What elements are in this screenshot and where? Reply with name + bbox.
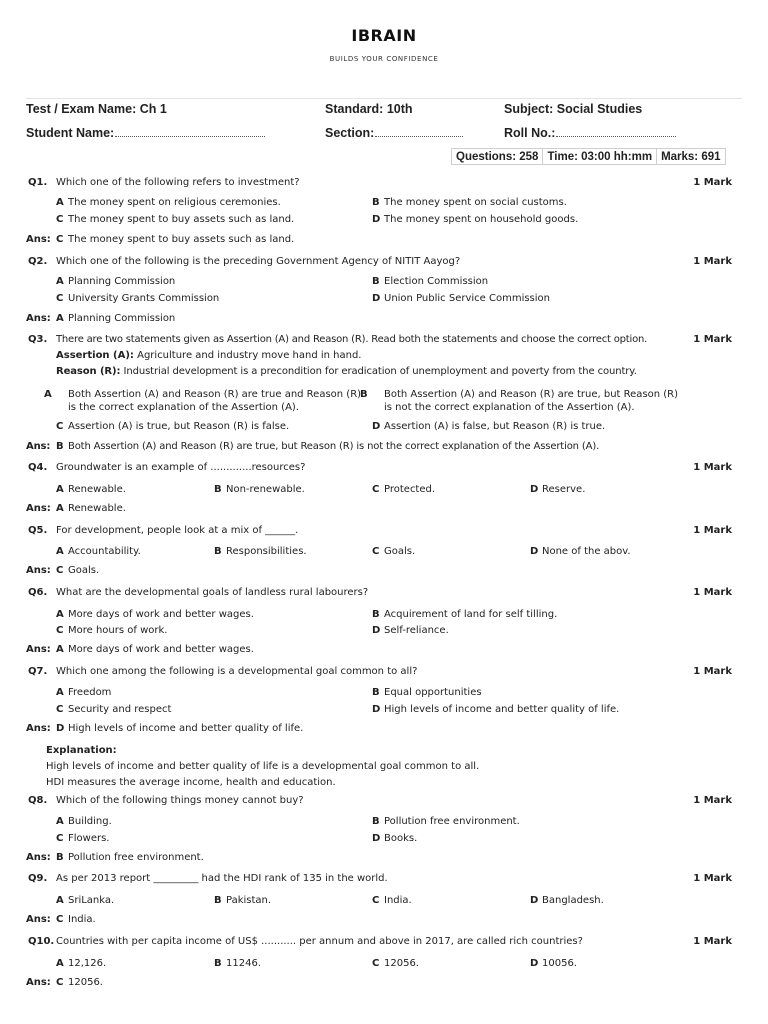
- question-number: Q8.: [28, 795, 48, 806]
- option-text: Protected.: [384, 484, 436, 495]
- answer-key: A: [56, 503, 64, 514]
- question-mark: 1 Mark: [693, 873, 732, 884]
- question-text: Groundwater is an example of .............resources?: [56, 462, 306, 473]
- option-key: A: [56, 197, 64, 208]
- answer-5: [26, 564, 99, 577]
- option-text: Bangladesh.: [542, 895, 604, 906]
- option-a: [56, 815, 112, 828]
- option-key: A: [56, 609, 64, 620]
- section-label: Section:: [325, 126, 375, 140]
- option-text: 12056.: [384, 958, 419, 969]
- roll-no-blank[interactable]: [556, 126, 676, 137]
- option-text: Both Assertion (A) and Reason (R) are true, but Reason (R) is not the correct explanation of the Assertion (A).: [384, 389, 679, 413]
- question-text: Which one of the following is the preceding Government Agency of NITIT Aayog?: [56, 256, 461, 267]
- option-text: Both Assertion (A) and Reason (R) are true and Reason (R) is the correct explanation of the Assertion (A).: [68, 389, 362, 413]
- answer-label: Ans:: [26, 852, 51, 863]
- question-mark: 1 Mark: [693, 177, 732, 188]
- answer-text: Both Assertion (A) and Reason (R) are true, but Reason (R) is not the correct explanation of the Assertion (A).: [68, 441, 600, 452]
- assertion-text: Agriculture and industry move hand in hand.: [137, 350, 362, 361]
- option-text: The money spent to buy assets such as land.: [68, 214, 295, 225]
- answer-key: A: [56, 644, 64, 655]
- answer-text: India.: [68, 914, 96, 925]
- option-text: Pollution free environment.: [384, 816, 520, 827]
- option-text: Acquirement of land for self tilling.: [384, 609, 558, 620]
- question-number: Q5.: [28, 525, 48, 536]
- question-text: For development, people look at a mix of ______.: [56, 525, 299, 536]
- section-field: [325, 126, 463, 140]
- option-c: [372, 545, 415, 558]
- brand-tagline: BUILDS YOUR CONFIDENCE: [329, 55, 439, 63]
- answer-text: High levels of income and better quality of life.: [68, 723, 304, 734]
- option-text: Pakistan.: [226, 895, 272, 906]
- option-key: B: [372, 687, 380, 698]
- question-text: Which one of the following refers to investment?: [56, 177, 300, 188]
- roll-no-field: [504, 126, 676, 140]
- option-d: [372, 420, 605, 433]
- answer-label: Ans:: [26, 644, 51, 655]
- question-mark: 1 Mark: [693, 936, 732, 947]
- option-key: C: [56, 625, 64, 636]
- explanation-line: HDI measures the average income, health and education.: [46, 777, 336, 788]
- option-key: B: [214, 546, 222, 557]
- question-number: Q7.: [28, 666, 48, 677]
- answer-2: [26, 312, 175, 325]
- standard-label: Standard:: [325, 102, 384, 116]
- option-b: [372, 275, 488, 288]
- subject-value: Social Studies: [556, 102, 643, 116]
- option-c: [56, 213, 294, 226]
- header-divider: [26, 98, 742, 99]
- option-d: [530, 957, 577, 970]
- option-key: D: [372, 293, 381, 304]
- option-text: High levels of income and better quality of life.: [384, 704, 620, 715]
- option-key: C: [56, 833, 64, 844]
- option-c: [372, 894, 412, 907]
- option-key: B: [372, 816, 380, 827]
- option-text: Flowers.: [68, 833, 110, 844]
- option-text: 11246.: [226, 958, 261, 969]
- option-key: C: [56, 293, 64, 304]
- question-number: Q10.: [28, 936, 55, 947]
- option-key: C: [372, 895, 380, 906]
- option-text: Equal opportunities: [384, 687, 482, 698]
- question-number: Q1.: [28, 177, 48, 188]
- option-key: A: [44, 389, 52, 400]
- option-key: C: [56, 704, 64, 715]
- option-key: B: [372, 609, 380, 620]
- option-c: [56, 292, 219, 305]
- answer-8: [26, 851, 204, 864]
- answer-key: C: [56, 977, 64, 988]
- subject-label: Subject:: [504, 102, 554, 116]
- answer-6: [26, 643, 254, 656]
- section-blank[interactable]: [375, 126, 463, 137]
- question-mark: 1 Mark: [693, 462, 732, 473]
- option-key: B: [214, 958, 222, 969]
- option-key: B: [372, 276, 380, 287]
- option-text: More hours of work.: [68, 625, 168, 636]
- option-key: D: [372, 833, 381, 844]
- answer-text: Pollution free environment.: [68, 852, 204, 863]
- questions-count: Questions: 258: [451, 148, 543, 165]
- option-b: [360, 388, 684, 414]
- answer-7: [26, 722, 303, 735]
- option-key: C: [372, 484, 380, 495]
- option-key: C: [372, 546, 380, 557]
- option-b: [372, 608, 557, 621]
- reason-text: Industrial development is a precondition for eradication of unemployment and poverty from the country.: [123, 366, 637, 377]
- option-key: D: [372, 704, 381, 715]
- option-key: D: [530, 484, 539, 495]
- question-mark: 1 Mark: [693, 666, 732, 677]
- exam-name-field: [26, 102, 167, 116]
- option-key: D: [530, 546, 539, 557]
- answer-1: [26, 233, 294, 246]
- student-name-label: Student Name:: [26, 126, 115, 140]
- option-c: [56, 420, 289, 433]
- question-mark: 1 Mark: [693, 256, 732, 267]
- answer-10: [26, 976, 103, 989]
- answer-text: More days of work and better wages.: [68, 644, 254, 655]
- option-c: [372, 483, 435, 496]
- option-text: Goals.: [384, 546, 416, 557]
- option-text: The money spent on social customs.: [384, 197, 567, 208]
- option-text: University Grants Commission: [68, 293, 220, 304]
- option-key: D: [372, 214, 381, 225]
- answer-label: Ans:: [26, 313, 51, 324]
- answer-9: [26, 913, 96, 926]
- option-a: [56, 686, 111, 699]
- answer-key: C: [56, 565, 64, 576]
- answer-label: Ans:: [26, 723, 51, 734]
- answer-key: C: [56, 914, 64, 925]
- option-key: A: [56, 816, 64, 827]
- option-c: [372, 957, 419, 970]
- option-key: C: [56, 421, 64, 432]
- option-d: [372, 703, 619, 716]
- question-text: Which one among the following is a developmental goal common to all?: [56, 666, 418, 677]
- option-b: [372, 196, 567, 209]
- answer-text: Planning Commission: [68, 313, 176, 324]
- option-text: None of the abov.: [542, 546, 631, 557]
- option-d: [372, 292, 550, 305]
- option-text: Assertion (A) is false, but Reason (R) is true.: [384, 421, 606, 432]
- total-marks: Marks: 691: [657, 148, 725, 165]
- option-d: [372, 213, 578, 226]
- option-text: Freedom: [68, 687, 112, 698]
- answer-label: Ans:: [26, 977, 51, 988]
- option-key: A: [56, 484, 64, 495]
- question-number: Q6.: [28, 587, 48, 598]
- option-text: SriLanka.: [68, 895, 115, 906]
- option-key: A: [56, 276, 64, 287]
- answer-label: Ans:: [26, 441, 51, 452]
- option-text: Self-reliance.: [384, 625, 449, 636]
- question-number: Q3.: [28, 334, 48, 345]
- option-b: [214, 483, 305, 496]
- standard-field: [325, 102, 413, 116]
- option-text: The money spent on religious ceremonies.: [68, 197, 281, 208]
- option-text: 12,126.: [68, 958, 107, 969]
- question-text: Countries with per capita income of US$ ........... per annum and above in 2017, are called rich countries?: [56, 936, 583, 947]
- option-key: B: [360, 389, 368, 400]
- option-d: [372, 832, 417, 845]
- option-text: The money spent on household goods.: [384, 214, 579, 225]
- option-key: C: [372, 958, 380, 969]
- option-a: [56, 275, 175, 288]
- student-name-blank[interactable]: [115, 126, 265, 137]
- question-number: Q4.: [28, 462, 48, 473]
- option-text: Planning Commission: [68, 276, 176, 287]
- question-text: As per 2013 report _________ had the HDI rank of 135 in the world.: [56, 873, 388, 884]
- answer-label: Ans:: [26, 565, 51, 576]
- answer-key: A: [56, 313, 64, 324]
- question-mark: 1 Mark: [693, 334, 732, 345]
- answer-text: The money spent to buy assets such as land.: [68, 234, 295, 245]
- option-text: India.: [384, 895, 412, 906]
- answer-text: 12056.: [68, 977, 103, 988]
- answer-key: D: [56, 723, 65, 734]
- option-d: [530, 894, 604, 907]
- option-a: [56, 957, 106, 970]
- question-text: There are two statements given as Assertion (A) and Reason (R). Read both the statements and choose the correct option.: [56, 334, 648, 345]
- option-d: [372, 624, 449, 637]
- roll-no-label: Roll No.:: [504, 126, 556, 140]
- option-a: [56, 483, 126, 496]
- question-text: Which of the following things money cannot buy?: [56, 795, 304, 806]
- question-number: Q2.: [28, 256, 48, 267]
- question-mark: 1 Mark: [693, 587, 732, 598]
- answer-4: [26, 502, 126, 515]
- option-text: Reserve.: [542, 484, 586, 495]
- assertion-statement: [56, 349, 361, 362]
- question-text: What are the developmental goals of landless rural labourers?: [56, 587, 369, 598]
- option-b: [214, 894, 271, 907]
- option-key: D: [372, 625, 381, 636]
- answer-key: B: [56, 441, 64, 452]
- option-c: [56, 703, 171, 716]
- question-number: Q9.: [28, 873, 48, 884]
- option-key: D: [530, 958, 539, 969]
- option-b: [214, 957, 261, 970]
- reason-statement: [56, 365, 637, 378]
- option-text: Accountability.: [68, 546, 141, 557]
- option-text: Assertion (A) is true, but Reason (R) is false.: [68, 421, 290, 432]
- option-key: C: [56, 214, 64, 225]
- exam-name-label: Test / Exam Name:: [26, 102, 137, 116]
- explanation-line: High levels of income and better quality of life is a developmental goal common to all.: [46, 761, 480, 772]
- option-b: [214, 545, 307, 558]
- option-text: Non-renewable.: [226, 484, 305, 495]
- answer-text: Renewable.: [68, 503, 126, 514]
- answer-label: Ans:: [26, 914, 51, 925]
- option-c: [56, 624, 167, 637]
- option-key: D: [372, 421, 381, 432]
- option-text: Books.: [384, 833, 418, 844]
- option-key: A: [56, 958, 64, 969]
- option-a: [56, 196, 281, 209]
- option-key: B: [214, 895, 222, 906]
- reason-label: Reason (R):: [56, 366, 121, 377]
- assertion-label: Assertion (A):: [56, 350, 134, 361]
- option-b: [372, 686, 482, 699]
- option-text: Union Public Service Commission: [384, 293, 550, 304]
- option-a: [44, 388, 368, 414]
- option-b: [372, 815, 520, 828]
- option-d: [530, 483, 585, 496]
- option-text: Building.: [68, 816, 112, 827]
- answer-key: C: [56, 234, 64, 245]
- answer-label: Ans:: [26, 503, 51, 514]
- exam-name-value: Ch 1: [139, 102, 167, 116]
- brand-title: IBRAIN: [351, 26, 417, 45]
- option-key: A: [56, 546, 64, 557]
- option-key: B: [372, 197, 380, 208]
- question-mark: 1 Mark: [693, 525, 732, 536]
- student-name-field: [26, 126, 265, 140]
- standard-value: 10th: [386, 102, 413, 116]
- time-limit: Time: 03:00 hh:mm: [543, 148, 657, 165]
- option-text: Security and respect: [68, 704, 172, 715]
- option-a: [56, 894, 114, 907]
- explanation-heading: Explanation:: [46, 745, 117, 756]
- question-mark: 1 Mark: [693, 795, 732, 806]
- option-key: A: [56, 895, 64, 906]
- option-key: B: [214, 484, 222, 495]
- option-text: Responsibilities.: [226, 546, 307, 557]
- option-a: [56, 545, 141, 558]
- answer-text: Goals.: [68, 565, 100, 576]
- option-key: A: [56, 687, 64, 698]
- answer-key: B: [56, 852, 64, 863]
- option-text: Renewable.: [68, 484, 126, 495]
- option-c: [56, 832, 109, 845]
- option-text: 10056.: [542, 958, 577, 969]
- answer-3: [26, 440, 599, 453]
- option-key: D: [530, 895, 539, 906]
- option-text: More days of work and better wages.: [68, 609, 254, 620]
- option-text: Election Commission: [384, 276, 489, 287]
- option-a: [56, 608, 254, 621]
- answer-label: Ans:: [26, 234, 51, 245]
- subject-field: [504, 102, 642, 116]
- option-d: [530, 545, 631, 558]
- exam-stats: [451, 148, 726, 165]
